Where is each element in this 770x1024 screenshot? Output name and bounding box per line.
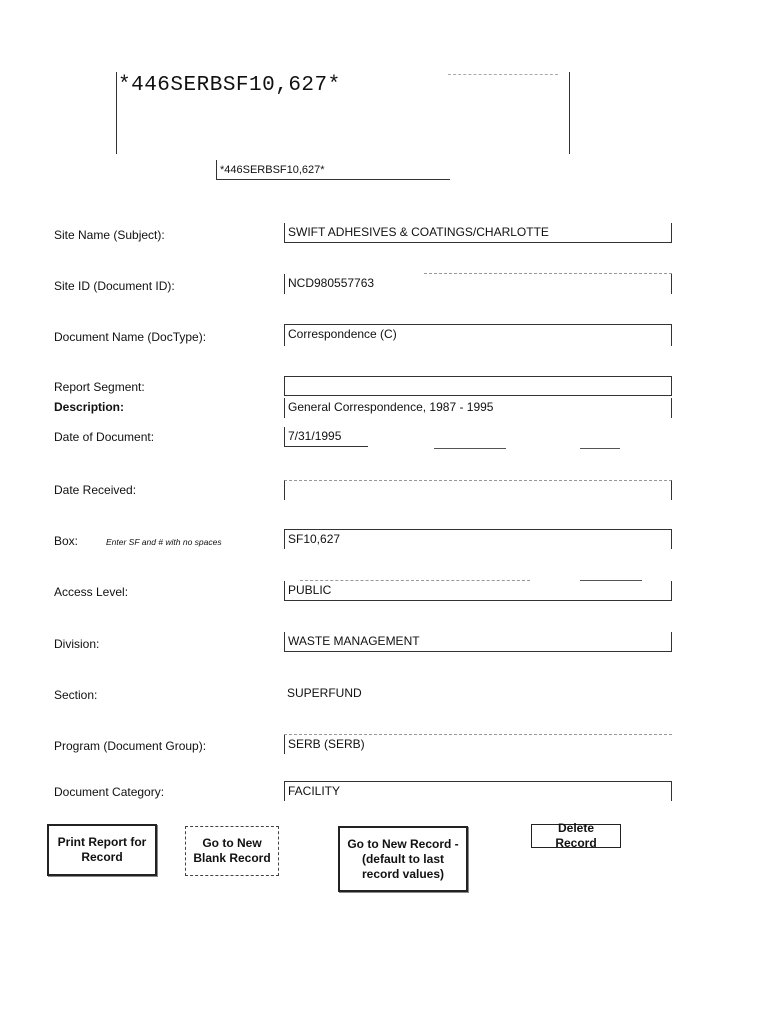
new-record-default-button[interactable]: Go to New Record - (default to last record values): [338, 826, 468, 892]
document-name-label: Document Name (DocType):: [54, 330, 207, 344]
section-label: Section:: [54, 688, 98, 702]
barcode-small: *446SERBSF10,627*: [216, 160, 450, 180]
program-label: Program (Document Group):: [54, 739, 207, 753]
report-segment-field[interactable]: [284, 376, 672, 396]
barcode-large: *446SERBSF10,627*: [118, 74, 341, 97]
report-segment-label: Report Segment:: [54, 380, 145, 394]
site-name-label: Site Name (Subject):: [54, 228, 165, 242]
box-field[interactable]: SF10,627: [284, 529, 672, 549]
date-of-document-field[interactable]: 7/31/1995: [284, 427, 368, 447]
site-id-label: Site ID (Document ID):: [54, 279, 175, 293]
document-category-field[interactable]: FACILITY: [284, 781, 672, 801]
date-of-document-rule-2: [580, 448, 620, 449]
date-received-label: Date Received:: [54, 483, 137, 497]
division-label: Division:: [54, 637, 100, 651]
new-blank-record-button[interactable]: Go to New Blank Record: [185, 826, 279, 876]
division-field[interactable]: WASTE MANAGEMENT: [284, 632, 672, 652]
box-label: Box:: [54, 534, 79, 548]
delete-record-button[interactable]: Delete Record: [531, 824, 621, 848]
barcode-frame-dash: [448, 74, 558, 75]
site-name-field[interactable]: SWIFT ADHESIVES & COATINGS/CHARLOTTE: [284, 223, 672, 243]
date-of-document-label: Date of Document:: [54, 430, 155, 444]
program-dash: [284, 734, 672, 735]
site-id-field[interactable]: NCD980557763: [284, 274, 672, 294]
document-name-field[interactable]: Correspondence (C): [284, 324, 672, 346]
access-level-rule: [580, 580, 642, 581]
box-hint: Enter SF and # with no spaces: [106, 537, 222, 547]
program-field[interactable]: SERB (SERB): [284, 734, 672, 754]
access-level-field[interactable]: PUBLIC: [284, 581, 672, 601]
description-label: Description:: [54, 400, 125, 414]
document-category-label: Document Category:: [54, 785, 165, 799]
description-field[interactable]: General Correspondence, 1987 - 1995: [284, 398, 672, 418]
site-id-dash: [424, 273, 672, 274]
access-level-dash: [300, 580, 530, 581]
date-received-field[interactable]: [284, 480, 672, 500]
section-field[interactable]: SUPERFUND: [287, 686, 362, 700]
date-of-document-rule: [434, 448, 506, 449]
access-level-label: Access Level:: [54, 585, 129, 599]
print-report-button[interactable]: Print Report for Record: [47, 824, 157, 876]
